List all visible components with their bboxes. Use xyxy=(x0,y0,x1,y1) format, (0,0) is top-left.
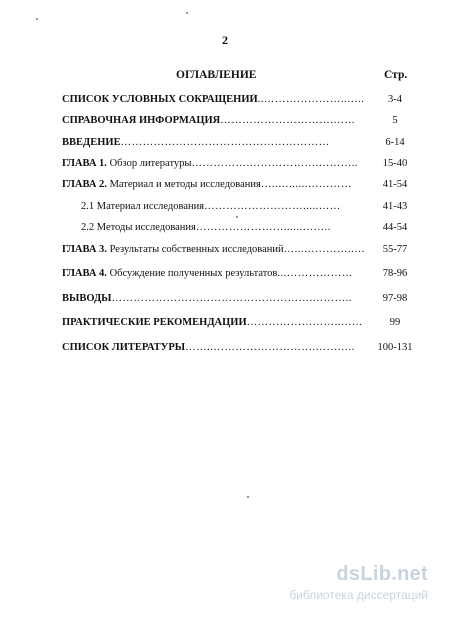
toc-entry-pages: 15-40 xyxy=(382,158,408,169)
toc-entry-leader: ...……………… xyxy=(277,268,353,279)
pages-column-heading: Стр. xyxy=(384,69,408,81)
toc-header xyxy=(0,69,450,83)
toc-entry-leader: …..…......………… xyxy=(260,179,352,190)
toc-entry xyxy=(0,342,450,357)
toc-entry-text: 2.2 Методы исследования xyxy=(81,222,196,233)
toc-entry xyxy=(0,244,450,259)
toc-entry-pages: 99 xyxy=(389,317,401,328)
toc-entry-text: 2.1 Материал исследования xyxy=(81,201,205,212)
toc-entry-leader: ……………………..…… xyxy=(246,317,363,328)
toc-entry-prefix: ПРАКТИЧЕСКИЕ РЕКОМЕНДАЦИИ xyxy=(62,317,247,328)
toc-entry xyxy=(0,115,450,130)
scan-speck xyxy=(36,18,38,20)
toc-entry-leader: ………………………….…… xyxy=(220,115,356,126)
toc-entry-prefix: ГЛАВА 1. xyxy=(62,158,107,169)
toc-entry-pages: 41-54 xyxy=(382,179,408,190)
toc-entry-pages: 5 xyxy=(392,115,398,126)
toc-entry-leader: ……………………………………………….……….. xyxy=(111,293,352,304)
toc-subentry xyxy=(0,201,450,216)
watermark-brand: dsLib.net xyxy=(336,563,428,585)
watermark xyxy=(248,563,428,602)
toc-entry-prefix: ВЫВОДЫ xyxy=(62,293,112,304)
toc-entry-prefix: ГЛАВА 2. xyxy=(62,179,107,190)
toc-entry-prefix: ГЛАВА 3. xyxy=(62,244,107,255)
toc-entry-prefix: СПИСОК ЛИТЕРАТУРЫ xyxy=(62,342,186,353)
toc-entry-leader: ……..……………………….……….. xyxy=(185,342,355,353)
toc-entry xyxy=(0,179,450,194)
toc-entry-pages: 100-131 xyxy=(377,342,413,353)
toc-entry-leader: ……………………......…….. xyxy=(195,222,331,233)
toc-entry-text: Обсуждение полученных результатов xyxy=(106,268,278,279)
toc-entry-text: Результаты собственных исследований xyxy=(106,244,284,255)
page-number: 2 xyxy=(222,33,228,47)
watermark-tagline: библиотека диссертаций xyxy=(289,588,428,602)
toc-entry-leader: ………………………………………………… xyxy=(120,137,330,148)
toc-entry-pages: 44-54 xyxy=(382,222,408,233)
scan-speck xyxy=(236,216,238,218)
toc-entry-leader: ……………………….....…… xyxy=(204,201,341,212)
toc-entry-text: Обзор литературы xyxy=(106,158,192,169)
toc-entry xyxy=(0,137,450,152)
toc-heading: ОГЛАВЛЕНИЕ xyxy=(176,69,257,81)
toc-entry-leader: …...…………..… xyxy=(283,244,366,255)
toc-entry-prefix: СПРАВОЧНАЯ ИНФОРМАЦИЯ xyxy=(62,115,221,126)
toc-entry-pages: 3-4 xyxy=(388,94,402,105)
toc-entry-prefix: ГЛАВА 4. xyxy=(62,268,107,279)
toc-entry-leader: …………….……………….……….. xyxy=(191,158,358,169)
toc-entry xyxy=(0,268,450,283)
toc-entry xyxy=(0,317,450,332)
toc-entry-prefix: ВВЕДЕНИЕ xyxy=(62,137,121,148)
toc-entry-text: Материал и методы исследования xyxy=(106,179,261,190)
scan-speck xyxy=(186,12,188,14)
toc-subentry xyxy=(0,222,450,237)
toc-entry-leader: ..…………………..….. xyxy=(257,94,365,105)
scan-speck xyxy=(247,496,249,498)
toc-entry xyxy=(0,293,450,308)
toc-entry-pages: 78-96 xyxy=(382,268,408,279)
toc-entry-pages: 41-43 xyxy=(382,201,408,212)
toc-entry-pages: 55-77 xyxy=(382,244,408,255)
toc-entry-pages: 97-98 xyxy=(382,293,408,304)
toc-entry xyxy=(0,158,450,173)
toc-entry-prefix: СПИСОК УСЛОВНЫХ СОКРАЩЕНИЙ xyxy=(62,94,258,105)
toc-entry-pages: 6-14 xyxy=(385,137,405,148)
toc-entry xyxy=(0,94,450,109)
